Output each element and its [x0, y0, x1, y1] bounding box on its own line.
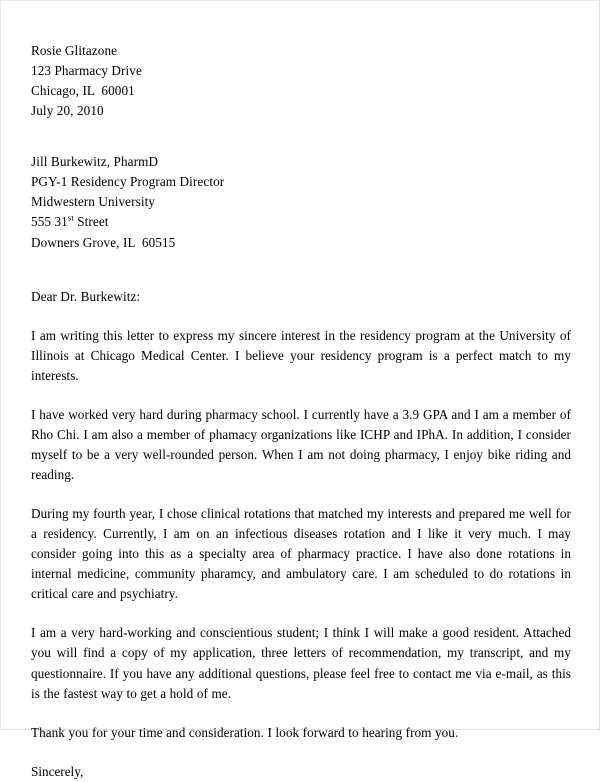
- recipient-street: [31, 212, 571, 232]
- letter-body: [31, 41, 571, 782]
- ordinal-suffix: st: [67, 213, 74, 224]
- body-paragraph-2: I have worked very hard during pharmacy school. I currently have a 3.9 GPA and I am a member of Rho Chi. I am also a member of phamacy organizations like ICHP and IPhA. In addition, I consider myself to be a very well-rounded person. When I am not doing pharmacy, I enjoy bike riding and reading.: [31, 406, 571, 482]
- recipient-city-state-zip: Downers Grove, IL 60515: [31, 234, 176, 250]
- letter-date: July 20, 2010: [31, 103, 104, 119]
- body-paragraph-4: I am a very hard-working and conscientious student; I think I will make a good resident. Attached you will find a copy of my application, three letters of recommendation, my transcript, and my questionnaire. If you have any additional questions, please feel free to contact me via e-mail, as this is the fastest way to get a hold of me.: [31, 625, 571, 701]
- sender-street: 123 Pharmacy Drive: [31, 63, 142, 79]
- sender-city-state-zip: Chicago, IL 60001: [31, 83, 135, 99]
- recipient-address-block: [31, 152, 571, 252]
- sender-address-block: [31, 41, 571, 121]
- body-paragraph-5: Thank you for your time and consideration. I look forward to hearing from you.: [31, 724, 459, 740]
- sender-name: Rosie Glitazone: [31, 43, 118, 58]
- body-paragraph-1: I am writing this letter to express my sincere interest in the residency program at the University of Illinois at Chicago Medical Center. I believe your residency program is a perfect match to my interests.: [31, 327, 571, 383]
- body-paragraph-3: During my fourth year, I chose clinical rotations that matched my interests and prepared me well for a residency. Currently, I am on an infectious diseases rotation and I like it very much. I may consider going into this as a specialty area of pharmacy practice. I have also done rotations in internal medicine, community pharamcy, and ambulatory care. I am scheduled to do rotations in critical care and psychiatry.: [31, 506, 571, 602]
- salutation: Dear Dr. Burkewitz:: [31, 288, 141, 304]
- closing-line: Sincerely,: [31, 763, 84, 779]
- recipient-street-number: 555 31: [31, 214, 68, 230]
- recipient-street-rest: Street: [73, 214, 109, 230]
- recipient-organization: Midwestern University: [31, 194, 156, 210]
- recipient-name: Jill Burkewitz, PharmD: [31, 154, 159, 170]
- recipient-title: PGY-1 Residency Program Director: [31, 174, 225, 190]
